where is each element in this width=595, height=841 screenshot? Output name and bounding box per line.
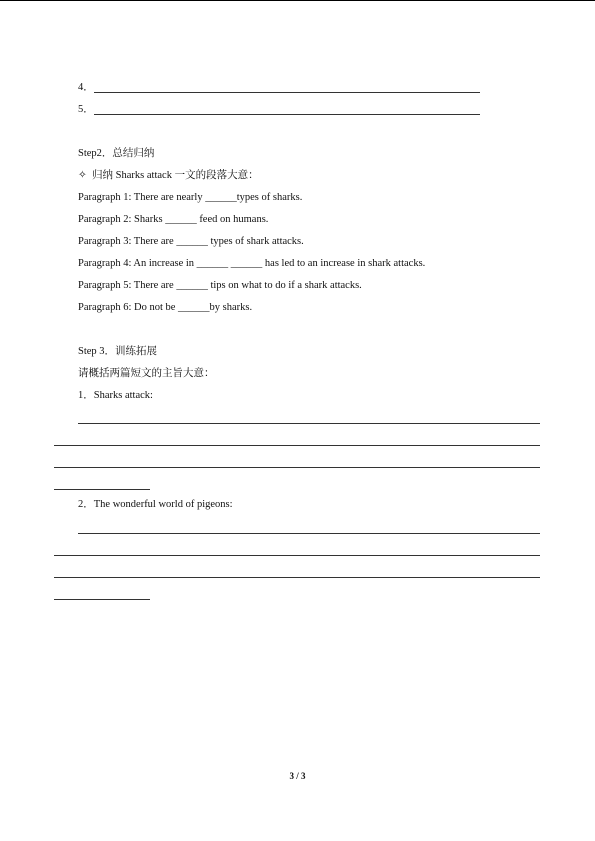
- step3-instruction: 请概括两篇短文的主旨大意：: [78, 368, 215, 379]
- item-5-answer-line: [94, 114, 480, 115]
- q1-answer-line-3: [54, 467, 540, 468]
- page-top-rule: [0, 0, 595, 1]
- item-4-number: 4．: [78, 82, 94, 93]
- step2-title: Step2．总结归纳: [78, 148, 155, 159]
- item-4-answer-line: [94, 92, 480, 93]
- q1-answer-line-4: [54, 489, 150, 490]
- paragraph-1-line: Paragraph 1: There are nearly ______types of sharks.: [78, 192, 303, 203]
- page-number: 3 / 3: [289, 771, 306, 781]
- q1-answer-line-2: [54, 445, 540, 446]
- question-2-label: 2．The wonderful world of pigeons:: [78, 499, 233, 510]
- step3-title: Step 3．训练拓展: [78, 346, 158, 357]
- step2-instruction: 归纳 Sharks attack 一文的段落大意：: [92, 170, 259, 181]
- q2-answer-line-1: [78, 533, 540, 534]
- question-1-label: 1．Sharks attack:: [78, 390, 153, 401]
- paragraph-5-line: Paragraph 5: There are ______ tips on what to do if a shark attacks.: [78, 280, 362, 291]
- step2-instruction-row: [78, 169, 259, 183]
- q2-answer-line-2: [54, 555, 540, 556]
- bullet-diamond-icon: ✧: [78, 170, 87, 181]
- q1-answer-line-1: [78, 423, 540, 424]
- paragraph-4-line: Paragraph 4: An increase in ______ ______ has led to an increase in shark attacks.: [78, 258, 426, 269]
- item-5-number: 5．: [78, 104, 94, 115]
- q2-answer-line-3: [54, 577, 540, 578]
- paragraph-3-line: Paragraph 3: There are ______ types of shark attacks.: [78, 236, 304, 247]
- paragraph-6-line: Paragraph 6: Do not be ______by sharks.: [78, 302, 253, 313]
- q2-answer-line-4: [54, 599, 150, 600]
- paragraph-2-line: Paragraph 2: Sharks ______ feed on humans.: [78, 214, 269, 225]
